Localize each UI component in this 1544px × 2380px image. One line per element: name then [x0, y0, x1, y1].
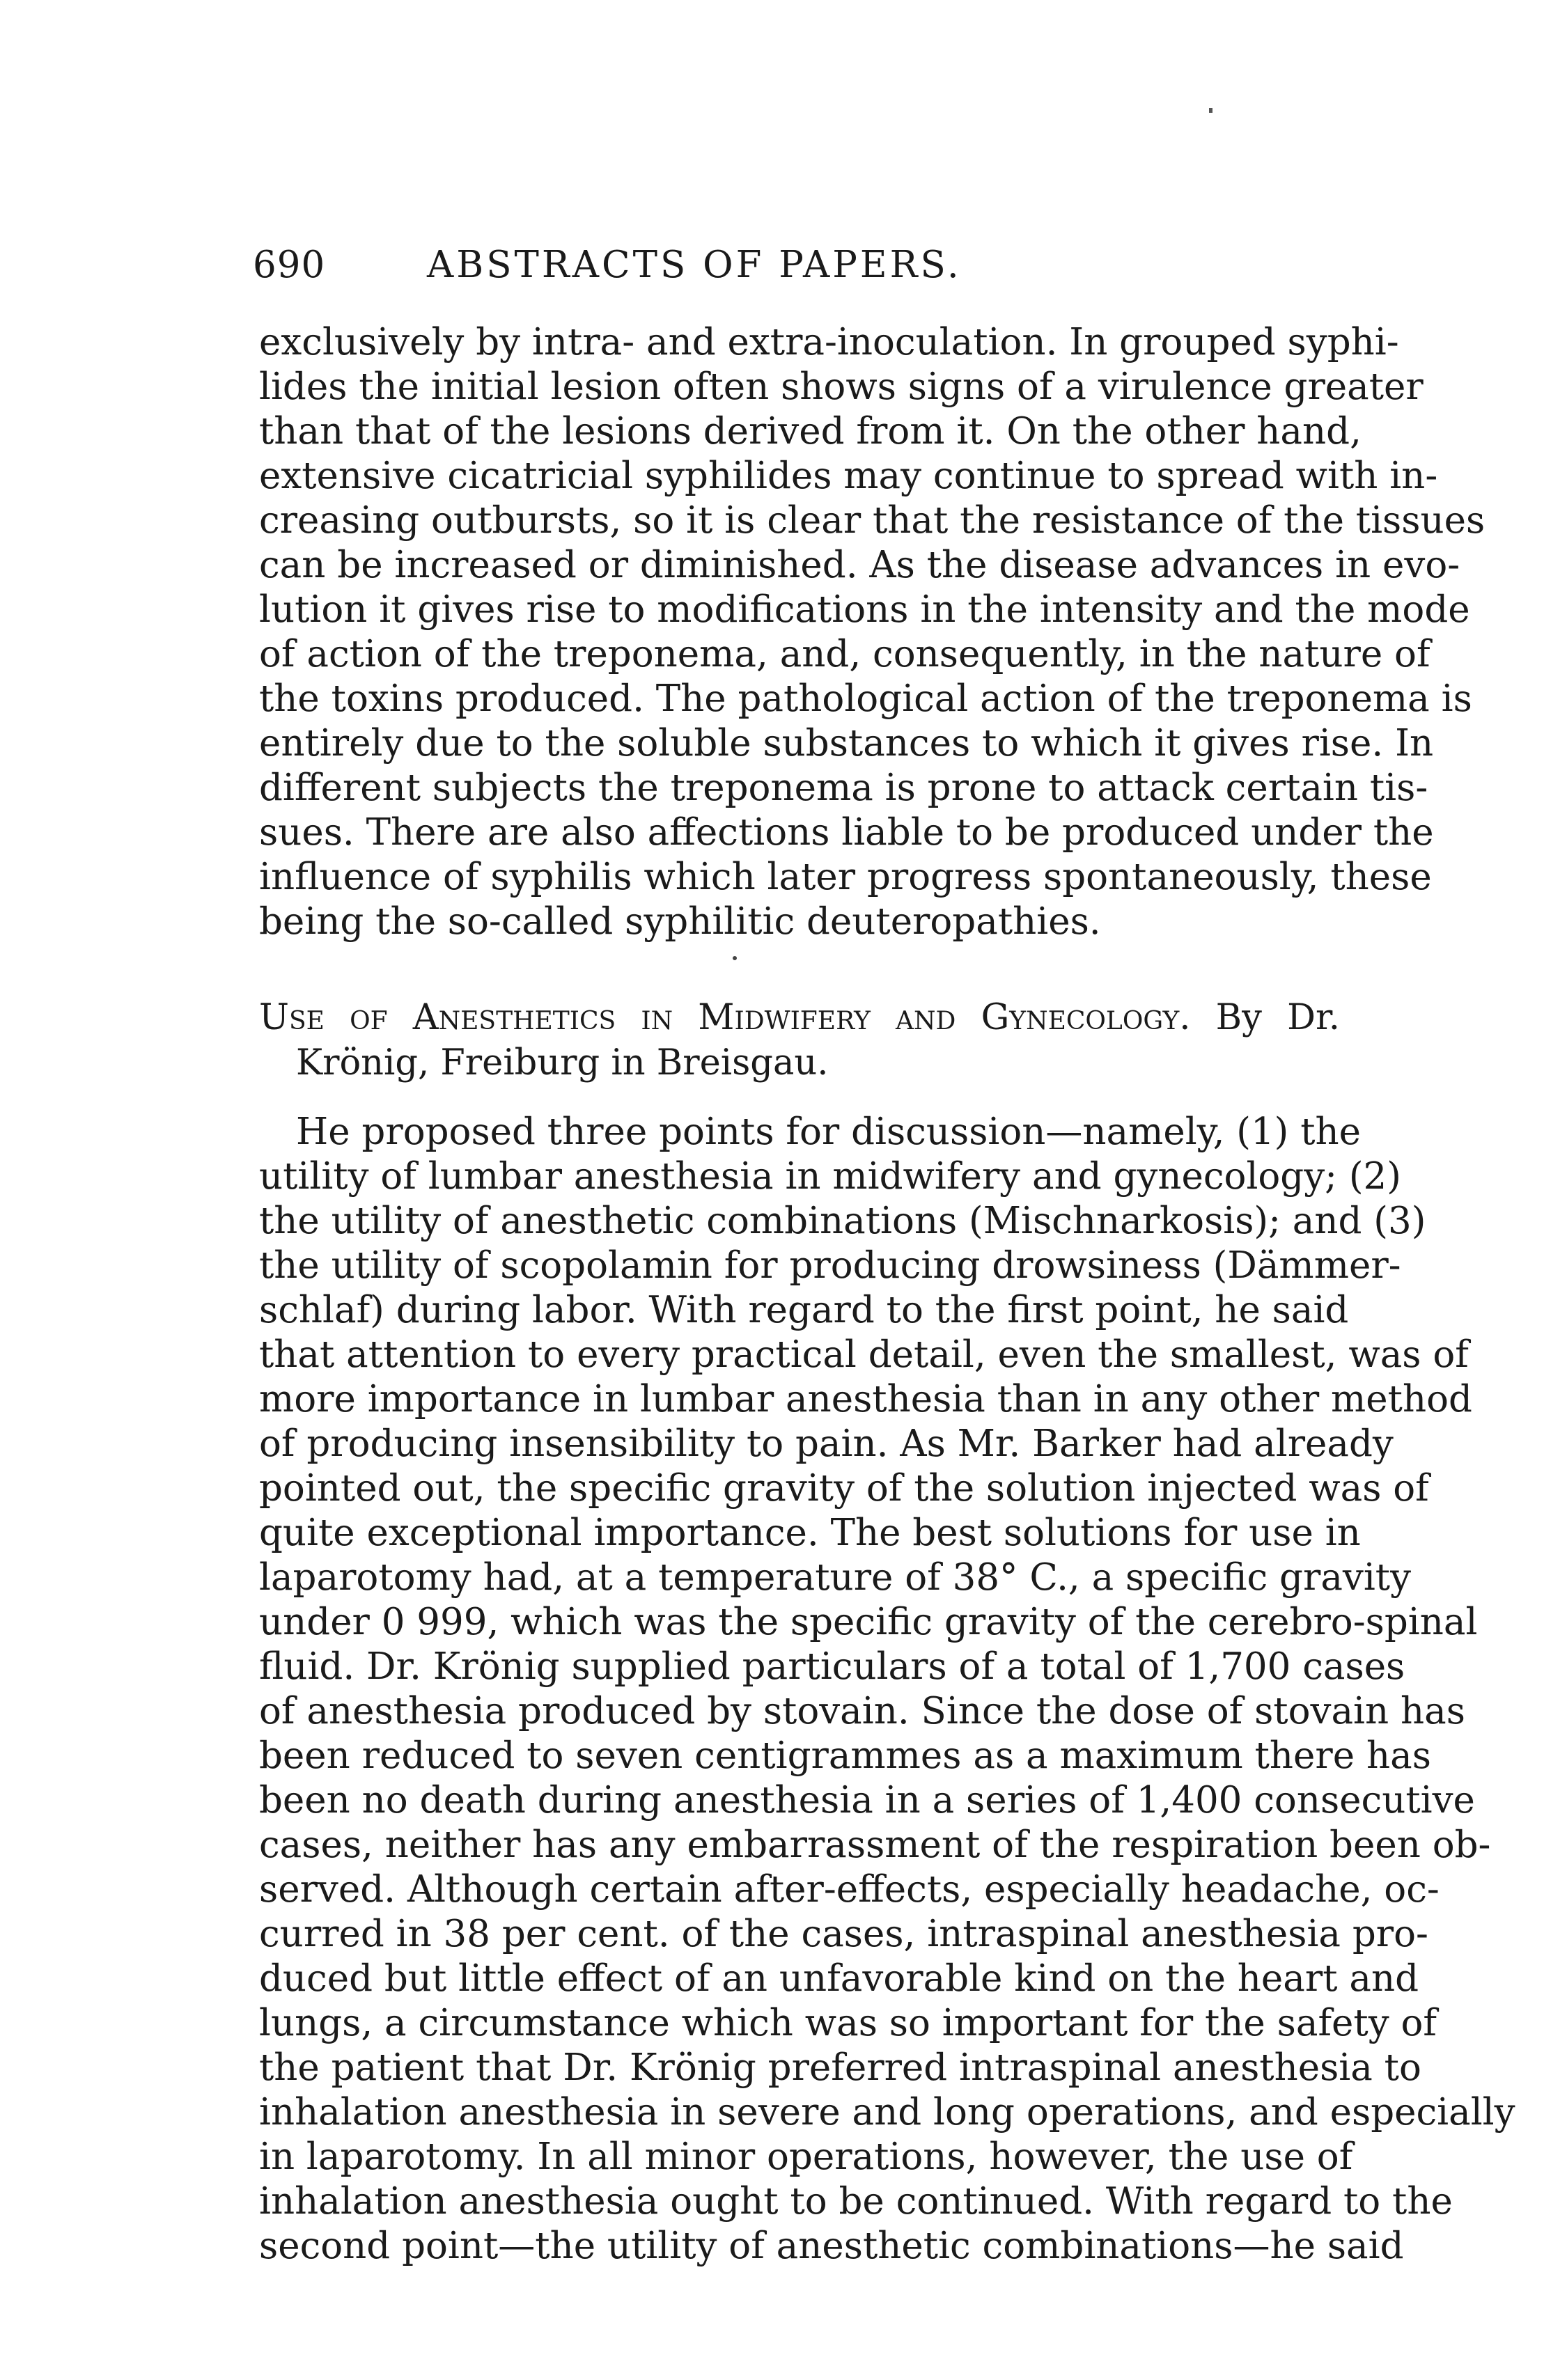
- text-line: that attention to every practical detail, even the smallest, was of: [259, 1333, 1469, 1376]
- article-title: Use of Anesthetics in Midwifery and Gynecology.: [259, 997, 1191, 1038]
- text-line: can be increased or diminished. As the disease advances in evo-: [259, 544, 1460, 586]
- text-line: second point—the utility of anesthetic combinations—he said: [259, 2225, 1404, 2267]
- text-line: different subjects the treponema is prone to attack certain tis-: [259, 767, 1428, 809]
- text-line: utility of lumbar anesthesia in midwifery and gynecology; (2): [259, 1155, 1401, 1198]
- text-line: duced but little effect of an unfavorable kind on the heart and: [259, 1957, 1419, 2000]
- running-title: ABSTRACTS OF PAPERS.: [427, 244, 962, 286]
- text-line: the toxins produced. The pathological action of the treponema is: [259, 678, 1472, 720]
- text-line: entirely due to the soluble substances to which it gives rise. In: [259, 722, 1434, 765]
- text-line: curred in 38 per cent. of the cases, intraspinal anesthesia pro-: [259, 1913, 1428, 1955]
- page-number: 690: [253, 244, 326, 286]
- text-line: in laparotomy. In all minor operations, however, the use of: [259, 2136, 1353, 2178]
- text-line: been no death during anesthesia in a series of 1,400 consecutive: [259, 1779, 1475, 1822]
- text-line: the utility of anesthetic combinations (Mischnarkosis); and (3): [259, 1200, 1426, 1242]
- text-line: quite exceptional importance. The best solutions for use in: [259, 1512, 1361, 1554]
- text-line: influence of syphilis which later progress spontaneously, these: [259, 856, 1432, 898]
- text-line: He proposed three points for discussion—namely, (1) the: [296, 1111, 1362, 1153]
- text-line: lution it gives rise to modifications in the intensity and the mode: [259, 588, 1470, 631]
- running-head: [253, 240, 1345, 290]
- text-line: than that of the lesions derived from it. On the other hand,: [259, 410, 1362, 453]
- text-line: the patient that Dr. Krönig preferred intraspinal anesthesia to: [259, 2046, 1421, 2089]
- text-line: schlaf) during labor. With regard to the first point, he said: [259, 1289, 1349, 1331]
- text-line: creasing outbursts, so it is clear that the resistance of the tissues: [259, 499, 1485, 542]
- text-line: of anesthesia produced by stovain. Since the dose of stovain has: [259, 1690, 1465, 1732]
- text-line: more importance in lumbar anesthesia than in any other method: [259, 1378, 1472, 1420]
- text-line: exclusively by intra- and extra-inoculation. In grouped syphi-: [259, 321, 1399, 363]
- text-line: been reduced to seven centigrammes as a maximum there has: [259, 1735, 1431, 1777]
- print-speck: [1209, 108, 1212, 113]
- text-line: laparotomy had, at a temperature of 38° C., a specific gravity: [259, 1556, 1412, 1599]
- text-line: of action of the treponema, and, consequently, in the nature of: [259, 633, 1430, 675]
- text-line: fluid. Dr. Krönig supplied particulars of a total of 1,700 cases: [259, 1645, 1405, 1688]
- section-divider-dot: [733, 956, 737, 960]
- text-line: pointed out, the specific gravity of the solution injected was of: [259, 1467, 1429, 1510]
- article-title-line: [259, 996, 1340, 1040]
- text-line: lungs, a circumstance which was so important for the safety of: [259, 2002, 1437, 2044]
- text-line: the utility of scopolamin for producing drowsiness (Dämmer-: [259, 1244, 1401, 1287]
- article-author: Krönig, Freiburg in Breisgau.: [296, 1042, 829, 1083]
- text-line: being the so-called syphilitic deuteropathies.: [259, 900, 1101, 943]
- text-line: under 0 999, which was the specific gravity of the cerebro-spinal: [259, 1601, 1478, 1643]
- text-line: cases, neither has any embarrassment of the respiration been ob-: [259, 1824, 1491, 1866]
- text-line: inhalation anesthesia in severe and long operations, and especially: [259, 2091, 1515, 2134]
- text-line: inhalation anesthesia ought to be continued. With regard to the: [259, 2180, 1453, 2223]
- text-line: sues. There are also affections liable to be produced under the: [259, 811, 1434, 854]
- article-byline: By Dr.: [1215, 997, 1340, 1038]
- text-line: served. Although certain after-effects, especially headache, oc-: [259, 1868, 1440, 1911]
- text-line: lides the initial lesion often shows signs of a virulence greater: [259, 366, 1424, 408]
- text-line: of producing insensibility to pain. As Mr. Barker had already: [259, 1423, 1394, 1465]
- text-line: extensive cicatricial syphilides may continue to spread with in-: [259, 455, 1438, 497]
